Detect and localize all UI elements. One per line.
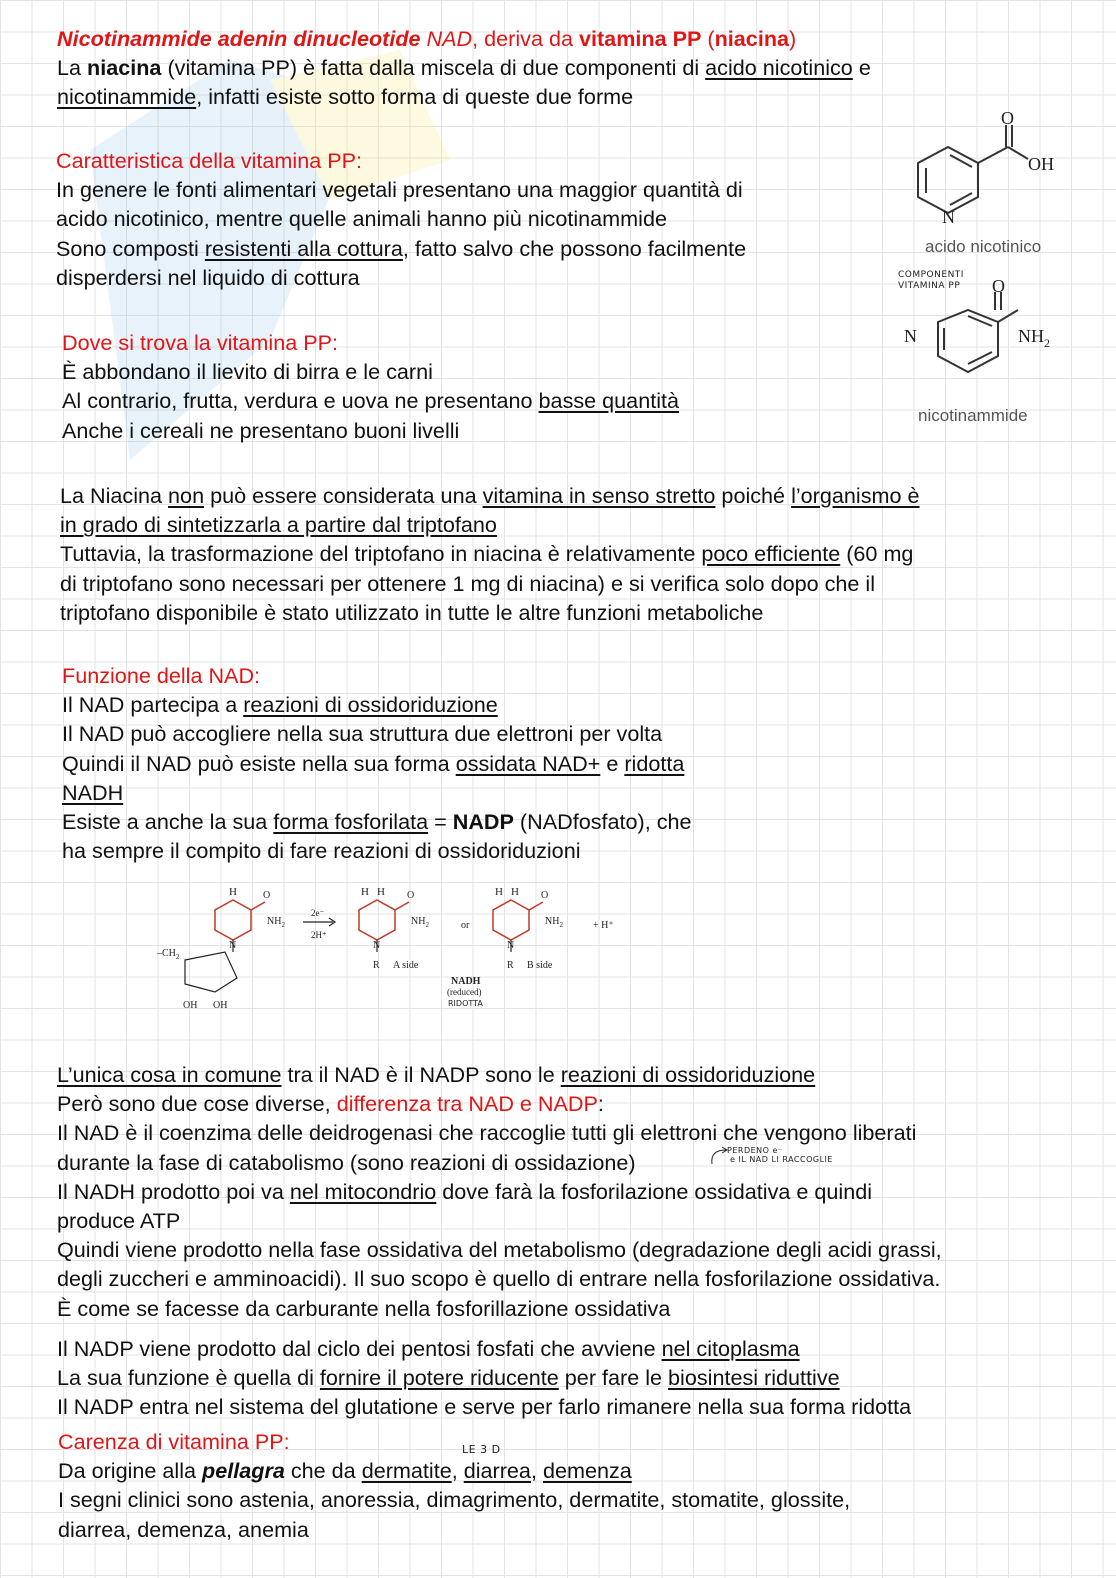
plus-h-label: + H⁺ — [593, 920, 614, 931]
nicotinammide-structure — [900, 276, 1080, 430]
paragraph-line: La Niacina non può essere considerata una vitamina in senso stretto poiché l’organismo è — [60, 483, 920, 508]
nadh-label: NADH — [451, 976, 481, 987]
or-label: or — [461, 920, 470, 931]
paragraph-line: La sua funzione è quella di fornire il potere riducente per fare le biosintesi riduttive — [57, 1365, 840, 1391]
title-block — [57, 24, 871, 112]
o-label: O — [541, 890, 549, 901]
oh-label: OH — [213, 1000, 228, 1011]
o-label: O — [263, 890, 271, 901]
hydroxyl-label: OH — [1028, 154, 1054, 174]
two-proton-label: 2H⁺ — [311, 930, 327, 940]
section-heading: Caratteristica della vitamina PP: — [56, 148, 363, 173]
paragraph-line: I segni clinici sono astenia, anoressia, dimagrimento, dermatite, stomatite, glossite, — [58, 1487, 851, 1513]
paragraph-line: disperdersi nel liquido di cottura — [56, 264, 360, 290]
paragraph-line: degli zuccheri e amminoacidi). Il suo scopo è quello di entrare nella fosforilazione ossidativa. — [57, 1266, 941, 1292]
section-heading: Dove si trova la vitamina PP: — [62, 330, 339, 355]
paragraph-line: Esiste a anche la sua forma fosforilata = NADP (NADfosfato), che — [62, 809, 692, 835]
nad-reaction-diagram — [155, 880, 635, 1020]
page-title: Nicotinammide adenin dinucleotide NAD, deriva da vitamina PP (niacina) — [57, 26, 797, 51]
handwritten-le3d: LE 3 D — [462, 1443, 501, 1456]
handwritten-componenti: COMPONENTI VITAMINA PP — [898, 270, 964, 291]
paragraph-line: Sono composti resistenti alla cottura, fatto salvo che possono facilmente — [56, 235, 747, 261]
paragraph-line: Quindi viene prodotto nella fase ossidativa del metabolismo (degradazione degli acidi grassi, — [57, 1237, 942, 1263]
section-nadp — [57, 1334, 911, 1422]
section-funzione — [62, 661, 692, 865]
paragraph-line: Il NAD partecipa a reazioni di ossidoriduzione — [62, 692, 498, 718]
paragraph-line: diarrea, demenza, anemia — [58, 1516, 309, 1542]
section-heading: Carenza di vitamina PP: — [58, 1429, 290, 1454]
n-label: N — [373, 940, 381, 951]
paragraph-line: NADH — [62, 779, 124, 805]
r-label: R — [507, 960, 514, 971]
section-caratteristica — [56, 146, 746, 292]
reduced-label: (reduced) — [447, 987, 482, 997]
paragraph-line: È come se facesse da carburante nella fosforillazione ossidativa — [57, 1295, 671, 1321]
acido-nicotinico-caption: acido nicotinico — [925, 237, 1042, 256]
paragraph-line: di triptofano sono necessari per ottenere 1 mg di niacina) e si verifica solo dopo che il — [60, 570, 876, 596]
paragraph-line: Quindi il NAD può esiste nella sua forma ossidata NAD+ e ridotta — [62, 750, 685, 776]
paragraph-line: acido nicotinico, mentre quelle animali hanno più nicotinammide — [56, 206, 667, 232]
nicotinammide-caption: nicotinammide — [918, 406, 1028, 425]
paragraph-line: Il NADP viene prodotto dal ciclo dei pentosi fosfati che avviene nel citoplasma — [57, 1336, 800, 1361]
nitrogen-label: N — [904, 326, 917, 346]
handwritten-raccoglie: e IL NAD LI RACCOGLIE — [730, 1155, 833, 1164]
h-label: H — [229, 886, 237, 898]
nh2-label: $NH_2$ — [411, 916, 429, 929]
oh-label: OH — [183, 1000, 198, 1011]
handwritten-arrow-icon — [708, 1146, 732, 1168]
paragraph-line: Il NADP entra nel sistema del glutatione e serve per farlo rimanere nella sua forma ridotta — [57, 1394, 912, 1420]
paragraph-line: Però sono due cose diverse, differenza tra NAD e NADP: — [57, 1091, 604, 1117]
paragraph-line: Da origine alla pellagra che da dermatite, diarrea, demenza — [58, 1458, 632, 1484]
paragraph-line: durante la fase di catabolismo (sono reazioni di ossidazione) — [57, 1149, 636, 1175]
section-carenza — [58, 1427, 850, 1544]
acido-nicotinico-structure — [900, 105, 1080, 265]
paragraph-line: In genere le fonti alimentari vegetali presentano una maggior quantità di — [56, 177, 743, 203]
a-side-label: A side — [393, 960, 419, 971]
handwritten-ridotta: RIDOTTA — [448, 999, 483, 1008]
two-electron-label: 2e⁻ — [311, 908, 325, 918]
paragraph-line: triptofano disponibile è stato utilizzato in tutte le altre funzioni metaboliche — [60, 599, 764, 625]
paragraph-line: Anche i cereali ne presentano buoni livelli — [62, 417, 460, 443]
ch2-label: $-CH_2$ — [157, 948, 180, 961]
nh2-label: $NH_2$ — [545, 916, 563, 929]
n-label: N — [507, 940, 515, 951]
amide-label: $NH_2$ — [1018, 326, 1050, 350]
oxygen-label: O — [992, 276, 1005, 296]
nitrogen-label: N — [942, 207, 955, 227]
paragraph-line: Tuttavia, la trasformazione del triptofano in niacina è relativamente poco efficiente (60 mg — [60, 541, 914, 567]
paragraph-line: in grado di sintetizzarla a partire dal triptofano — [60, 512, 497, 538]
h-label: H — [511, 886, 519, 898]
section-heading: Funzione della NAD: — [62, 663, 261, 688]
paragraph-line: produce ATP — [57, 1208, 181, 1234]
paragraph-line: È abbondano il lievito di birra e le carni — [62, 359, 433, 385]
nh2-label: $NH_2$ — [267, 916, 285, 929]
section-niacina — [60, 481, 920, 627]
b-side-label: B side — [527, 960, 553, 971]
h-label: H — [377, 886, 385, 898]
intro-line-2: nicotinammide, infatti esiste sotto forma di queste due forme — [57, 84, 634, 110]
handwritten-perdeno: PERDENO e⁻ — [727, 1146, 783, 1155]
oxygen-label: O — [1001, 108, 1014, 128]
o-label: O — [407, 890, 415, 901]
paragraph-line: ha sempre il compito di fare reazioni di ossidoriduzioni — [62, 838, 581, 864]
section-comune — [57, 1060, 942, 1323]
intro-line-1: La niacina (vitamina PP) è fatta dalla miscela di due componenti di acido nicotinico e — [57, 55, 871, 81]
r-label: R — [373, 960, 380, 971]
paragraph-line: L’unica cosa in comune tra il NAD è il NADP sono le reazioni di ossidoriduzione — [57, 1062, 816, 1087]
paragraph-line: Il NADH prodotto poi va nel mitocondrio dove farà la fosforilazione ossidativa e quindi — [57, 1178, 873, 1204]
section-dove — [62, 328, 679, 445]
h-label: H — [495, 886, 503, 898]
h-label: H — [361, 886, 369, 898]
paragraph-line: Al contrario, frutta, verdura e uova ne presentano basse quantità — [62, 388, 680, 414]
n-label: N — [229, 940, 237, 951]
paragraph-line: Il NAD può accogliere nella sua struttura due elettroni per volta — [62, 721, 663, 747]
paragraph-line: Il NAD è il coenzima delle deidrogenasi che raccoglie tutti gli elettroni che vengono liberati — [57, 1120, 917, 1146]
